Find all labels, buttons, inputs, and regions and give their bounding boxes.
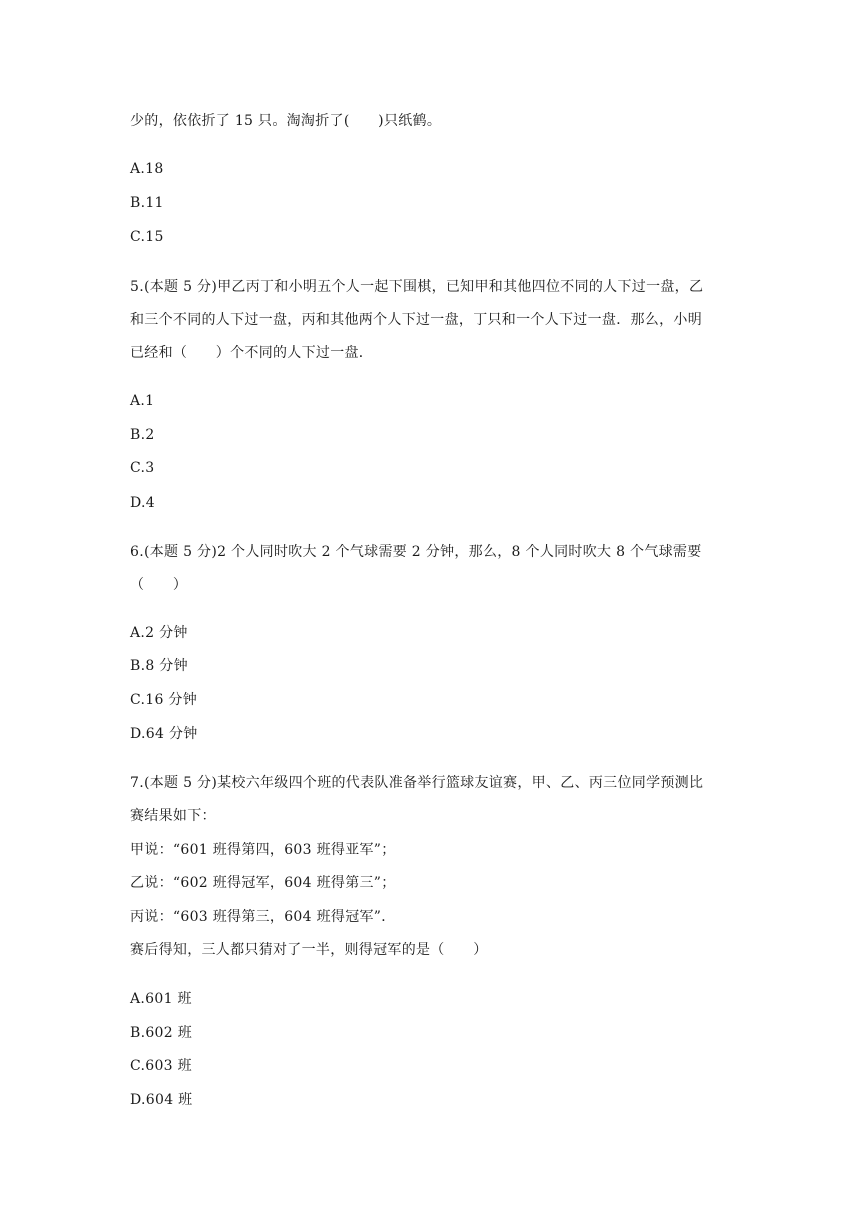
q5-stem-line-3: 已经和（ ）个不同的人下过一盘． xyxy=(130,345,374,361)
q6-option-c: C.16 分钟 xyxy=(130,692,198,708)
q7-option-d: D.604 班 xyxy=(130,1092,193,1108)
q7-stem-line-5: 丙说：“603 班得第三，604 班得冠军”． xyxy=(130,909,396,925)
q7-stem-line-1: 7.(本题 5 分)某校六年级四个班的代表队准备举行篮球友谊赛，甲、乙、丙三位同学预测比 xyxy=(130,775,704,791)
q5-stem-line-1: 5.(本题 5 分)甲乙丙丁和小明五个人一起下围棋，已知甲和其他四位不同的人下过一盘，乙 xyxy=(130,279,704,295)
q6-option-a: A.2 分钟 xyxy=(130,625,188,641)
q7-stem-line-2: 赛结果如下： xyxy=(130,808,216,824)
q5-option-b: B.2 xyxy=(130,427,155,443)
q6-option-d: D.64 分钟 xyxy=(130,726,198,742)
q7-stem-line-6: 赛后得知，三人都只猜对了一半，则得冠军的是（ ） xyxy=(130,942,488,958)
q7-option-c: C.603 班 xyxy=(130,1058,192,1074)
q5-stem-line-2: 和三个不同的人下过一盘，丙和其他两个人下过一盘，丁只和一个人下过一盘．那么，小明 xyxy=(130,312,702,328)
q7-stem-line-4: 乙说：“602 班得冠军，604 班得第三”； xyxy=(130,875,396,891)
q7-stem-line-3: 甲说：“601 班得第四，603 班得亚军”； xyxy=(130,842,396,858)
q7-option-a: A.601 班 xyxy=(130,991,192,1007)
q4-option-c: C.15 xyxy=(130,229,164,245)
q6-stem-line-2: （ ） xyxy=(130,577,188,593)
q4-stem-tail: 少的，依依折了 15 只。淘淘折了( )只纸鹤。 xyxy=(130,113,442,129)
q4-option-a: A.18 xyxy=(130,161,164,177)
q5-option-c: C.3 xyxy=(130,460,155,476)
q6-stem-line-1: 6.(本题 5 分)2 个人同时吹大 2 个气球需要 2 分钟，那么，8 个人同时吹大 8 个气球需要 xyxy=(130,544,702,560)
q4-option-b: B.11 xyxy=(130,195,164,211)
q6-option-b: B.8 分钟 xyxy=(130,658,188,674)
q7-option-b: B.602 班 xyxy=(130,1025,193,1041)
q5-option-a: A.1 xyxy=(130,393,155,409)
q5-option-d: D.4 xyxy=(130,495,155,511)
